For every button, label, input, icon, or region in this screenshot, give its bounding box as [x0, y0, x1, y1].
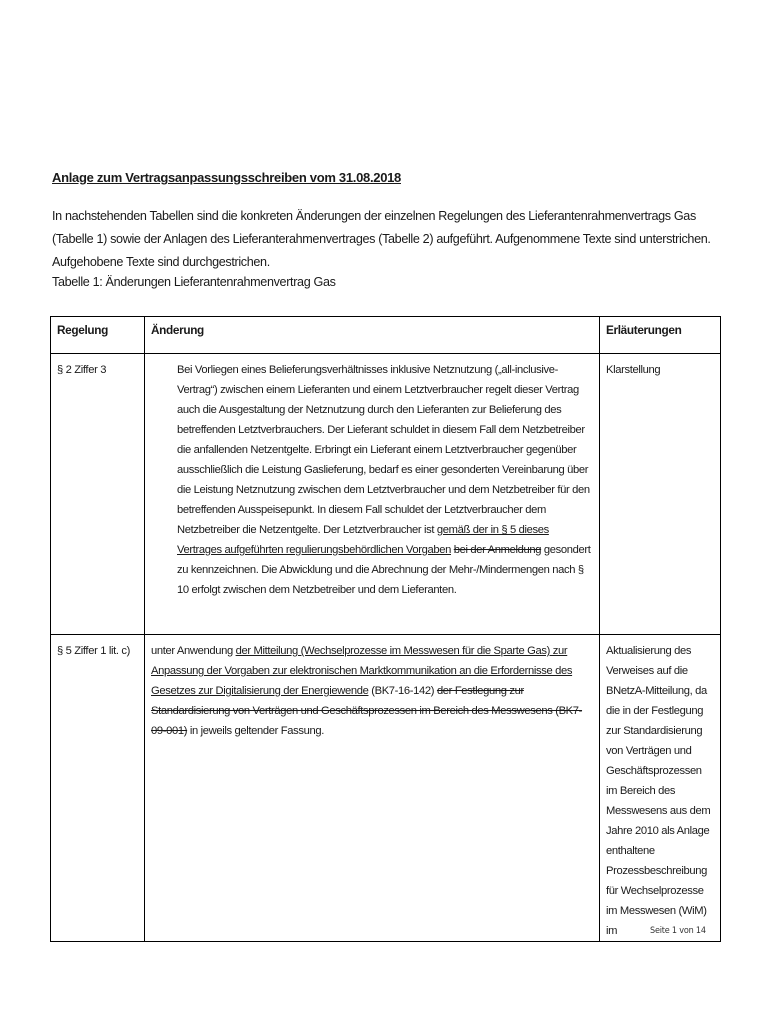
- regelung-cell: § 2 Ziffer 3: [51, 354, 145, 635]
- note-cell: Klarstellung: [600, 354, 721, 635]
- header-aenderung: Änderung: [145, 317, 600, 354]
- intro-paragraph: In nachstehenden Tabellen sind die konkreten Änderungen der einzelnen Regelungen des Lieferantenrahmenvertrags Gas (Tabelle 1) sowie der Anlagen des Lieferanterahmenvertrages (Tabelle 2) aufgeführt. Aufgenommene Texte sind unterstrichen. Aufgehobene Texte sind durchgestrichen.: [52, 209, 711, 269]
- deleted-text: der Festlegung zur Standardisierung von Verträgen und Geschäftsprozessen im Bereich des Messwesens (BK7-09-001): [151, 685, 583, 737]
- table-caption: Tabelle 1: Änderungen Lieferantenrahmenvertrag Gas: [52, 275, 336, 289]
- table-row: [51, 354, 721, 635]
- change-text: unter Anwendung: [151, 645, 236, 657]
- change-text: (BK7-16-142): [368, 685, 437, 697]
- table-row: [51, 635, 721, 942]
- page-number: Seite 1 von 14: [650, 926, 706, 936]
- regelung-cell: § 5 Ziffer 1 lit. c): [51, 635, 145, 942]
- document-title: Anlage zum Vertragsanpassungsschreiben vom 31.08.2018: [52, 170, 401, 185]
- header-regelung: Regelung: [51, 317, 145, 354]
- change-cell: [145, 635, 600, 942]
- header-erlaeuterungen: Erläuterungen: [600, 317, 721, 354]
- change-text: Bei Vorliegen eines Belieferungsverhältnisses inklusive Netznutzung („all-inclusive-Vertrag“) zwischen einem Lieferanten und einem Letztverbraucher regelt dieser Vertrag auch die Ausgestaltung der Netznutzung durch den Lieferanten zur Belieferung des betreffenden Letztverbrauchers. Der Lieferant schuldet in diesem Fall dem Netzbetreiber die anfallenden Netzentgelte. Erbringt ein Lieferant einem Letztverbraucher gegenüber ausschließlich die Leistung Gaslieferung, bedarf es einer gesonderten Vereinbarung über die Leistung Netznutzung zwischen dem Letztverbraucher und dem Netzbetreiber für den betreffenden Ausspeisepunkt. In diesem Fall schuldet der Letztverbraucher dem Netzbetreiber die Netzentgelte. Der Letztverbraucher ist: [177, 364, 590, 536]
- inserted-text: der Mitteilung (Wechselprozesse im Messwesen für die Sparte Gas) zur Anpassung der Vorgaben zur elektronischen Marktkommunikation an die Erfordernisse des Gesetzes zur Digitalisierung der Energiewende: [151, 645, 573, 697]
- change-text: in jeweils geltender Fassung.: [187, 725, 325, 737]
- change-cell: [145, 354, 600, 635]
- table-header-row: [51, 317, 721, 354]
- inserted-text: gemäß der in § 5 dieses Vertrages aufgeführten regulierungsbehördlichen Vorgaben: [177, 524, 549, 556]
- change-text: gesondert zu kennzeichnen. Die Abwicklung und die Abrechnung der Mehr-/Mindermengen nach § 10 erfolgt zwischen dem Netzbetreiber und dem Lieferanten.: [177, 544, 591, 596]
- note-cell: Aktualisierung des Verweises auf die BNetzA-Mitteilung, da die in der Festlegung zur Standardisierung von Verträgen und Geschäftsprozessen im Bereich des Messwesens aus dem Jahre 2010 als Anlage enthaltene Prozessbeschreibung für Wechselprozesse im Messwesen (WiM) im: [600, 635, 721, 942]
- changes-table: [50, 316, 721, 942]
- deleted-text: bei der Anmeldung: [453, 544, 542, 556]
